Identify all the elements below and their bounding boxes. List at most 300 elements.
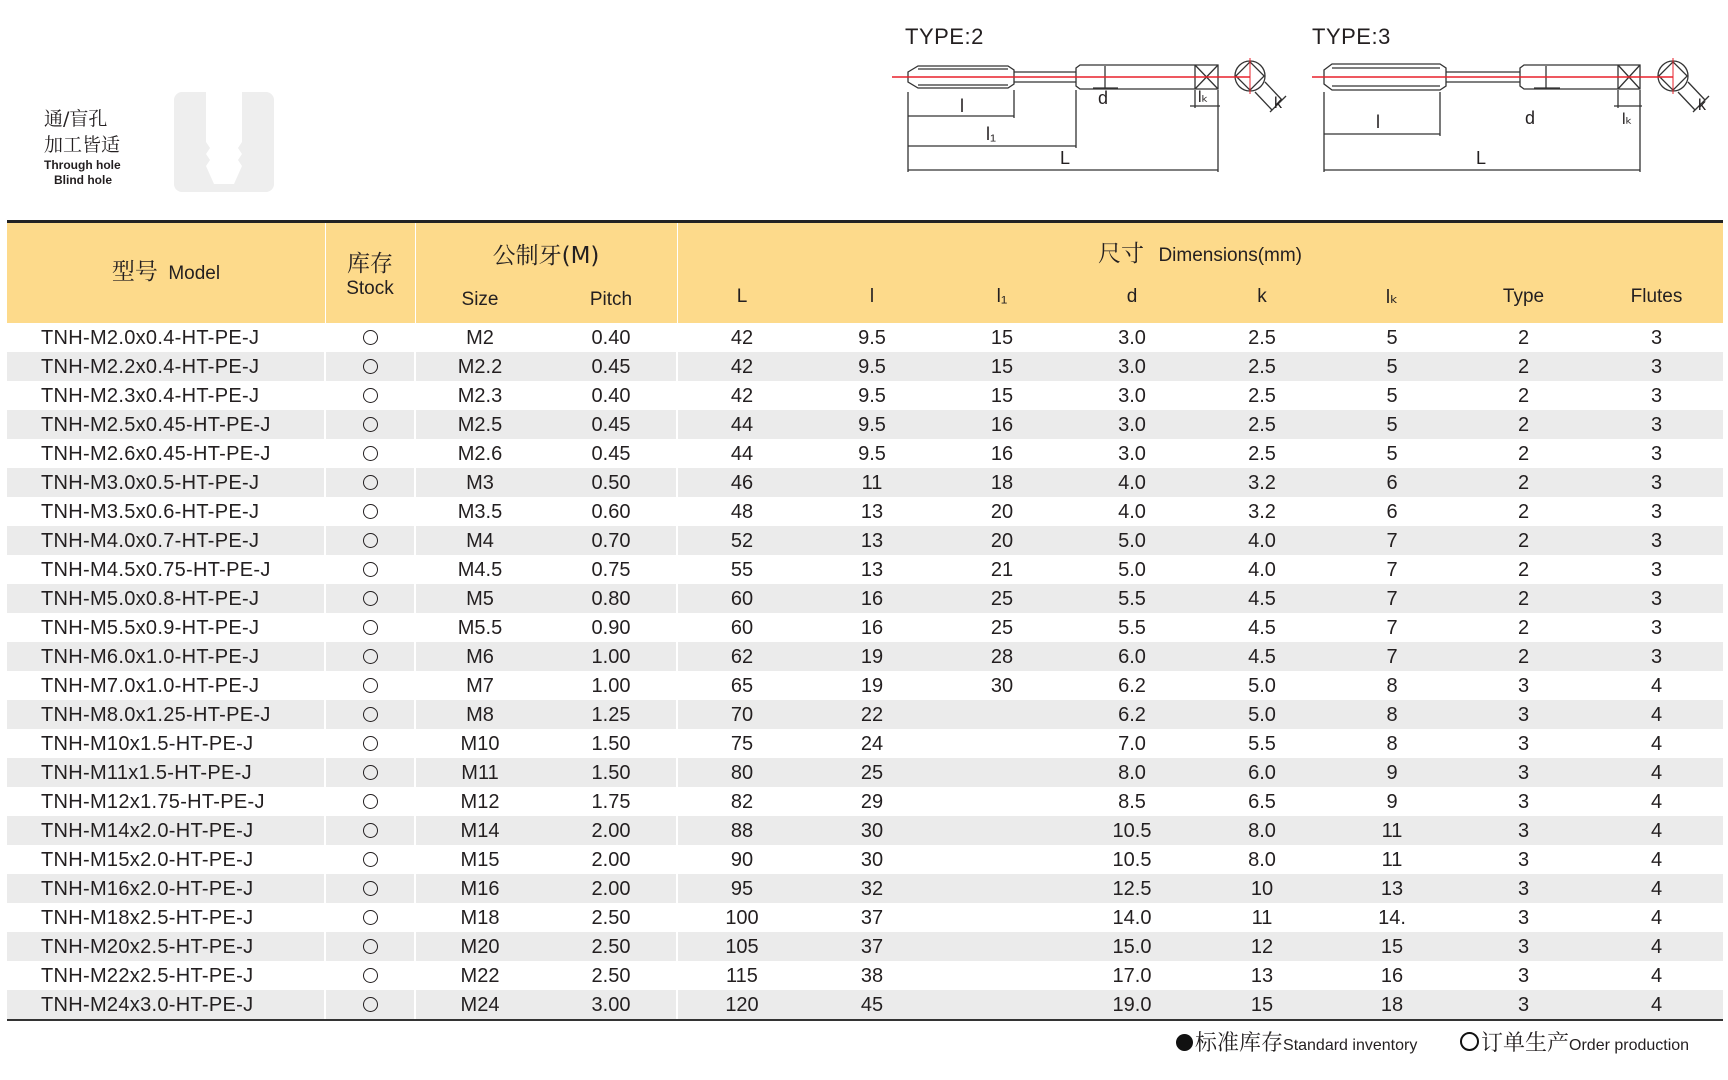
cell-k: 10 <box>1250 878 1274 900</box>
table-row <box>7 352 1723 381</box>
cell-pitch: 0.40 <box>591 385 631 407</box>
cell-lk: 5 <box>1386 414 1398 436</box>
cell-l1 <box>937 787 1067 816</box>
cell-model: TNH-M3.5x0.6-HT-PE-J <box>41 501 260 523</box>
cell-k: 3.2 <box>1248 501 1276 523</box>
cell-stock <box>325 816 415 845</box>
cell-k: 6.0 <box>1248 762 1276 784</box>
table-row <box>7 816 1723 845</box>
cell-l: 45 <box>860 994 884 1016</box>
cell-type: 3 <box>1517 820 1530 842</box>
cell-pitch: 2.50 <box>591 936 631 958</box>
cell-stock <box>325 874 415 903</box>
cell-type: 3 <box>1517 878 1530 900</box>
cell-k: 15 <box>1250 994 1274 1016</box>
cell-d: 4.0 <box>1118 501 1146 523</box>
cell-type: 3 <box>1517 849 1530 871</box>
cell-pitch: 0.60 <box>591 501 631 523</box>
header-l: l <box>869 286 875 307</box>
cell-l1: 30 <box>990 675 1014 697</box>
cell-size: M2 <box>466 327 494 349</box>
cell-model: TNH-M7.0x1.0-HT-PE-J <box>41 675 260 697</box>
header-lk: lₖ <box>1385 287 1399 308</box>
cell-size: M5 <box>466 588 494 610</box>
empty-circle-icon <box>1460 1032 1479 1051</box>
cell-model: TNH-M3.0x0.5-HT-PE-J <box>41 472 260 494</box>
cell-stock <box>325 613 415 642</box>
cell-l1: 15 <box>990 327 1014 349</box>
type2-label-d: d <box>1098 88 1109 108</box>
cell-k: 11 <box>1251 907 1273 929</box>
cell-l: 88 <box>730 820 754 842</box>
cell-stock <box>325 961 415 990</box>
cell-d: 15.0 <box>1112 936 1152 958</box>
cell-flutes: 4 <box>1650 936 1663 958</box>
cell-l: 115 <box>726 965 758 987</box>
cell-stock <box>325 381 415 410</box>
header-stock: 库存 Stock <box>346 251 394 299</box>
cell-stock <box>325 903 415 932</box>
cell-lk: 5 <box>1386 327 1398 349</box>
cell-type: 2 <box>1517 327 1530 349</box>
cell-l1 <box>937 845 1067 874</box>
cell-d: 8.5 <box>1118 791 1146 813</box>
cell-d: 19.0 <box>1112 994 1152 1016</box>
cell-l: 48 <box>730 501 754 523</box>
type3-label-l: l <box>1376 112 1380 132</box>
cell-l1: 21 <box>990 559 1014 581</box>
cell-l: 37 <box>860 907 884 929</box>
cell-flutes: 4 <box>1650 762 1663 784</box>
cell-d: 3.0 <box>1118 327 1146 349</box>
cell-l: 29 <box>860 791 884 813</box>
header-l1: l₁ <box>996 286 1008 307</box>
cell-l: 42 <box>730 327 754 349</box>
cell-l: 44 <box>730 414 754 436</box>
cell-lk: 5 <box>1386 443 1398 465</box>
header-k: k <box>1257 286 1267 307</box>
cell-flutes: 4 <box>1650 820 1663 842</box>
type2-label-l: l <box>960 96 964 116</box>
cell-flutes: 4 <box>1650 849 1663 871</box>
type2-label-l1: l₁ <box>986 124 997 144</box>
type2-label-lk: lₖ <box>1198 89 1209 106</box>
cell-flutes: 3 <box>1650 327 1663 349</box>
cell-model: TNH-M24x3.0-HT-PE-J <box>41 994 254 1016</box>
header-dimensions: 尺寸 Dimensions(mm) <box>1097 241 1303 267</box>
order-production-circle-icon <box>363 475 378 490</box>
blind-hole-icon <box>174 92 274 192</box>
cell-k: 6.5 <box>1248 791 1276 813</box>
cell-model: TNH-M6.0x1.0-HT-PE-J <box>41 646 260 668</box>
cell-stock <box>325 323 415 352</box>
cell-l1 <box>937 961 1067 990</box>
cell-size: M12 <box>460 791 500 813</box>
cell-lk: 6 <box>1386 501 1398 523</box>
cell-flutes: 3 <box>1650 530 1663 552</box>
table-row <box>7 468 1723 497</box>
cell-l1 <box>937 816 1067 845</box>
cell-size: M2.3 <box>457 385 503 407</box>
cell-stock <box>325 642 415 671</box>
order-production-circle-icon <box>363 852 378 867</box>
table-row <box>7 497 1723 526</box>
cell-lk: 16 <box>1380 965 1404 987</box>
order-production-circle-icon <box>363 707 378 722</box>
cell-model: TNH-M4.5x0.75-HT-PE-J <box>41 559 271 581</box>
cell-d: 5.0 <box>1118 559 1146 581</box>
type3-label-lk: lₖ <box>1622 111 1633 128</box>
cell-pitch: 0.75 <box>591 559 631 581</box>
cell-pitch: 0.45 <box>591 443 631 465</box>
cell-l: 80 <box>730 762 754 784</box>
cell-l1 <box>937 874 1067 903</box>
cell-l: 11 <box>861 472 883 494</box>
table-header <box>7 220 1723 323</box>
cell-size: M24 <box>460 994 500 1016</box>
cell-l: 13 <box>860 501 884 523</box>
cell-lk: 7 <box>1386 559 1398 581</box>
table-row <box>7 758 1723 787</box>
cell-flutes: 4 <box>1650 791 1663 813</box>
cell-l: 120 <box>725 994 759 1016</box>
cell-type: 2 <box>1517 501 1530 523</box>
cell-l: 90 <box>730 849 754 871</box>
order-production-circle-icon <box>363 968 378 983</box>
cell-lk: 6 <box>1386 472 1398 494</box>
cell-size: M2.5 <box>457 414 503 436</box>
cell-l: 9.5 <box>858 443 886 465</box>
cell-l1 <box>937 758 1067 787</box>
cell-l1 <box>937 729 1067 758</box>
cell-l1: 15 <box>990 385 1014 407</box>
cell-l1: 25 <box>990 588 1014 610</box>
header-type: Type <box>1502 286 1545 307</box>
cell-l: 13 <box>860 530 884 552</box>
legend-order: 订单生产Order production <box>1460 1026 1689 1057</box>
cell-model: TNH-M18x2.5-HT-PE-J <box>41 907 254 929</box>
cell-d: 4.0 <box>1118 472 1146 494</box>
cell-lk: 5 <box>1386 385 1398 407</box>
header-l: L <box>736 286 748 307</box>
cell-flutes: 3 <box>1650 472 1663 494</box>
cell-k: 2.5 <box>1248 385 1276 407</box>
cell-lk: 13 <box>1380 878 1404 900</box>
cell-model: TNH-M2.5x0.45-HT-PE-J <box>41 414 271 436</box>
cell-k: 2.5 <box>1248 443 1276 465</box>
cell-flutes: 3 <box>1650 559 1663 581</box>
cell-stock <box>325 439 415 468</box>
cell-pitch: 1.00 <box>591 675 631 697</box>
cell-d: 3.0 <box>1118 443 1146 465</box>
cell-flutes: 3 <box>1650 646 1663 668</box>
cell-model: TNH-M2.6x0.45-HT-PE-J <box>41 443 271 465</box>
type3-label-k: k <box>1698 97 1706 114</box>
table-row <box>7 961 1723 990</box>
cell-flutes: 3 <box>1650 501 1663 523</box>
cell-d: 12.5 <box>1112 878 1152 900</box>
cell-k: 12 <box>1250 936 1274 958</box>
cell-d: 6.0 <box>1118 646 1146 668</box>
filled-circle-icon <box>1176 1034 1193 1051</box>
order-production-circle-icon <box>363 910 378 925</box>
cell-d: 8.0 <box>1118 762 1146 784</box>
order-production-circle-icon <box>363 562 378 577</box>
table-bottom-rule <box>7 1019 1723 1021</box>
cell-flutes: 3 <box>1650 356 1663 378</box>
cell-k: 4.0 <box>1248 559 1276 581</box>
cell-size: M15 <box>460 849 500 871</box>
cell-flutes: 4 <box>1650 907 1663 929</box>
cell-l: 60 <box>730 617 754 639</box>
cell-d: 14.0 <box>1112 907 1152 929</box>
cell-type: 2 <box>1517 414 1530 436</box>
cell-stock <box>325 787 415 816</box>
cell-l: 95 <box>730 878 754 900</box>
cell-k: 5.0 <box>1248 704 1276 726</box>
cell-flutes: 4 <box>1650 878 1663 900</box>
cell-l1: 25 <box>990 617 1014 639</box>
cell-type: 2 <box>1517 472 1530 494</box>
type3-label-d: d <box>1525 108 1536 128</box>
cell-size: M16 <box>460 878 500 900</box>
cell-size: M2.6 <box>457 443 503 465</box>
cell-l1 <box>937 932 1067 961</box>
cell-l1 <box>937 903 1067 932</box>
type2-title: TYPE:2 <box>905 24 984 49</box>
cell-pitch: 0.90 <box>591 617 631 639</box>
table-row <box>7 845 1723 874</box>
cell-l: 13 <box>860 559 884 581</box>
cell-pitch: 2.50 <box>591 907 631 929</box>
cell-stock <box>325 758 415 787</box>
cell-pitch: 1.25 <box>591 704 631 726</box>
cell-type: 3 <box>1517 704 1530 726</box>
order-production-circle-icon <box>363 736 378 751</box>
cell-stock <box>325 932 415 961</box>
cell-d: 17.0 <box>1112 965 1152 987</box>
cell-flutes: 3 <box>1650 385 1663 407</box>
cell-k: 2.5 <box>1248 414 1276 436</box>
hole-en-line1: Through hole <box>44 158 121 172</box>
cell-pitch: 2.00 <box>591 849 631 871</box>
cell-l: 55 <box>730 559 754 581</box>
cell-l1 <box>937 700 1067 729</box>
hole-en-line2: Blind hole <box>54 173 112 187</box>
cell-l: 52 <box>730 530 754 552</box>
cell-size: M4 <box>466 530 494 552</box>
order-production-circle-icon <box>363 446 378 461</box>
header-d: d <box>1126 286 1138 307</box>
cell-l1: 28 <box>990 646 1014 668</box>
table-row <box>7 381 1723 410</box>
cell-lk: 8 <box>1386 733 1398 755</box>
cell-l: 42 <box>730 385 754 407</box>
cell-d: 5.5 <box>1118 617 1146 639</box>
cell-size: M3.5 <box>457 501 503 523</box>
cell-k: 8.0 <box>1248 820 1276 842</box>
cell-pitch: 3.00 <box>591 994 631 1016</box>
cell-l: 46 <box>730 472 754 494</box>
table-row <box>7 613 1723 642</box>
order-production-circle-icon <box>363 504 378 519</box>
cell-pitch: 0.50 <box>591 472 631 494</box>
cell-type: 2 <box>1517 646 1530 668</box>
hole-type-cn <box>44 106 120 158</box>
type3-label-L: L <box>1476 148 1487 168</box>
cell-model: TNH-M5.0x0.8-HT-PE-J <box>41 588 260 610</box>
cell-k: 2.5 <box>1248 327 1276 349</box>
cell-type: 2 <box>1517 443 1530 465</box>
cell-type: 3 <box>1517 965 1530 987</box>
cell-type: 3 <box>1517 936 1530 958</box>
header-model: 型号 Model <box>111 259 221 285</box>
cell-d: 7.0 <box>1118 733 1146 755</box>
table-row <box>7 874 1723 903</box>
cell-l: 19 <box>860 675 884 697</box>
cell-l: 16 <box>860 588 884 610</box>
hole-cn-line1: 通/盲孔 <box>44 108 108 130</box>
cell-l1: 20 <box>990 530 1014 552</box>
type3-tap-diagram <box>1310 52 1720 176</box>
type3-title: TYPE:3 <box>1312 24 1391 49</box>
table-row <box>7 671 1723 700</box>
order-production-circle-icon <box>363 649 378 664</box>
cell-l: 30 <box>860 849 884 871</box>
order-production-circle-icon <box>363 678 378 693</box>
cell-l: 70 <box>730 704 754 726</box>
cell-l: 100 <box>725 907 759 929</box>
cell-lk: 8 <box>1386 675 1398 697</box>
cell-stock <box>325 845 415 874</box>
cell-model: TNH-M2.2x0.4-HT-PE-J <box>41 356 260 378</box>
cell-l1: 20 <box>990 501 1014 523</box>
cell-l: 37 <box>860 936 884 958</box>
type2-tap-diagram <box>890 52 1300 176</box>
cell-k: 2.5 <box>1248 356 1276 378</box>
cell-stock <box>325 526 415 555</box>
cell-stock <box>325 555 415 584</box>
cell-model: TNH-M10x1.5-HT-PE-J <box>41 733 254 755</box>
order-production-circle-icon <box>363 417 378 432</box>
cell-lk: 11 <box>1381 849 1403 871</box>
cell-type: 2 <box>1517 356 1530 378</box>
cell-l: 9.5 <box>858 327 886 349</box>
cell-type: 2 <box>1517 530 1530 552</box>
cell-lk: 9 <box>1386 762 1398 784</box>
cell-size: M6 <box>466 646 494 668</box>
cell-size: M11 <box>461 762 499 784</box>
type2-label-k: k <box>1274 95 1282 112</box>
cell-pitch: 0.70 <box>591 530 631 552</box>
cell-model: TNH-M15x2.0-HT-PE-J <box>41 849 254 871</box>
order-production-circle-icon <box>363 533 378 548</box>
table-row <box>7 439 1723 468</box>
order-production-circle-icon <box>363 388 378 403</box>
cell-d: 5.5 <box>1118 588 1146 610</box>
cell-lk: 9 <box>1386 791 1398 813</box>
cell-size: M7 <box>466 675 494 697</box>
cell-k: 4.5 <box>1248 588 1276 610</box>
cell-d: 10.5 <box>1112 820 1152 842</box>
hole-cn-line2: 加工皆适 <box>44 134 121 156</box>
type2-label-L: L <box>1060 148 1071 168</box>
cell-l: 30 <box>860 820 884 842</box>
cell-k: 4.0 <box>1248 530 1276 552</box>
cell-size: M10 <box>460 733 500 755</box>
cell-flutes: 4 <box>1650 733 1663 755</box>
cell-l: 9.5 <box>858 356 886 378</box>
cell-size: M18 <box>460 907 500 929</box>
cell-size: M4.5 <box>457 559 503 581</box>
cell-pitch: 1.50 <box>591 733 631 755</box>
cell-l: 25 <box>860 762 884 784</box>
order-production-circle-icon <box>363 620 378 635</box>
cell-l: 9.5 <box>858 414 886 436</box>
cell-type: 2 <box>1517 559 1530 581</box>
cell-l: 105 <box>725 936 759 958</box>
order-production-circle-icon <box>363 359 378 374</box>
cell-type: 2 <box>1517 385 1530 407</box>
cell-type: 3 <box>1517 675 1530 697</box>
cell-pitch: 1.75 <box>591 791 631 813</box>
cell-flutes: 4 <box>1650 704 1663 726</box>
cell-stock <box>325 468 415 497</box>
cell-lk: 7 <box>1386 530 1398 552</box>
cell-k: 13 <box>1250 965 1274 987</box>
header-flutes: Flutes <box>1630 286 1683 307</box>
cell-k: 5.0 <box>1248 675 1276 697</box>
cell-pitch: 2.00 <box>591 878 631 900</box>
cell-lk: 7 <box>1386 588 1398 610</box>
cell-k: 5.5 <box>1248 733 1276 755</box>
cell-l: 19 <box>860 646 884 668</box>
cell-k: 3.2 <box>1248 472 1276 494</box>
cell-l1: 18 <box>990 472 1014 494</box>
cell-lk: 15 <box>1380 936 1404 958</box>
cell-d: 3.0 <box>1118 385 1146 407</box>
cell-lk: 7 <box>1386 646 1398 668</box>
cell-size: M2.2 <box>457 356 503 378</box>
cell-l: 75 <box>730 733 754 755</box>
cell-pitch: 0.40 <box>591 327 631 349</box>
cell-k: 4.5 <box>1248 617 1276 639</box>
cell-pitch: 0.45 <box>591 356 631 378</box>
cell-flutes: 3 <box>1650 443 1663 465</box>
cell-l1 <box>937 990 1067 1019</box>
cell-stock <box>325 700 415 729</box>
order-production-circle-icon <box>363 591 378 606</box>
order-production-circle-icon <box>363 765 378 780</box>
order-production-circle-icon <box>363 823 378 838</box>
cell-model: TNH-M14x2.0-HT-PE-J <box>41 820 254 842</box>
table-row <box>7 584 1723 613</box>
cell-model: TNH-M16x2.0-HT-PE-J <box>41 878 254 900</box>
table-row <box>7 555 1723 584</box>
cell-k: 8.0 <box>1248 849 1276 871</box>
legend-standard: 标准库存Standard inventory <box>1176 1026 1417 1057</box>
cell-size: M3 <box>466 472 494 494</box>
cell-pitch: 2.50 <box>591 965 631 987</box>
cell-size: M14 <box>460 820 500 842</box>
cell-k: 4.5 <box>1248 646 1276 668</box>
cell-model: TNH-M8.0x1.25-HT-PE-J <box>41 704 271 726</box>
cell-model: TNH-M2.3x0.4-HT-PE-J <box>41 385 260 407</box>
cell-type: 2 <box>1517 617 1530 639</box>
cell-stock <box>325 584 415 613</box>
cell-type: 3 <box>1517 733 1530 755</box>
cell-d: 6.2 <box>1118 704 1146 726</box>
